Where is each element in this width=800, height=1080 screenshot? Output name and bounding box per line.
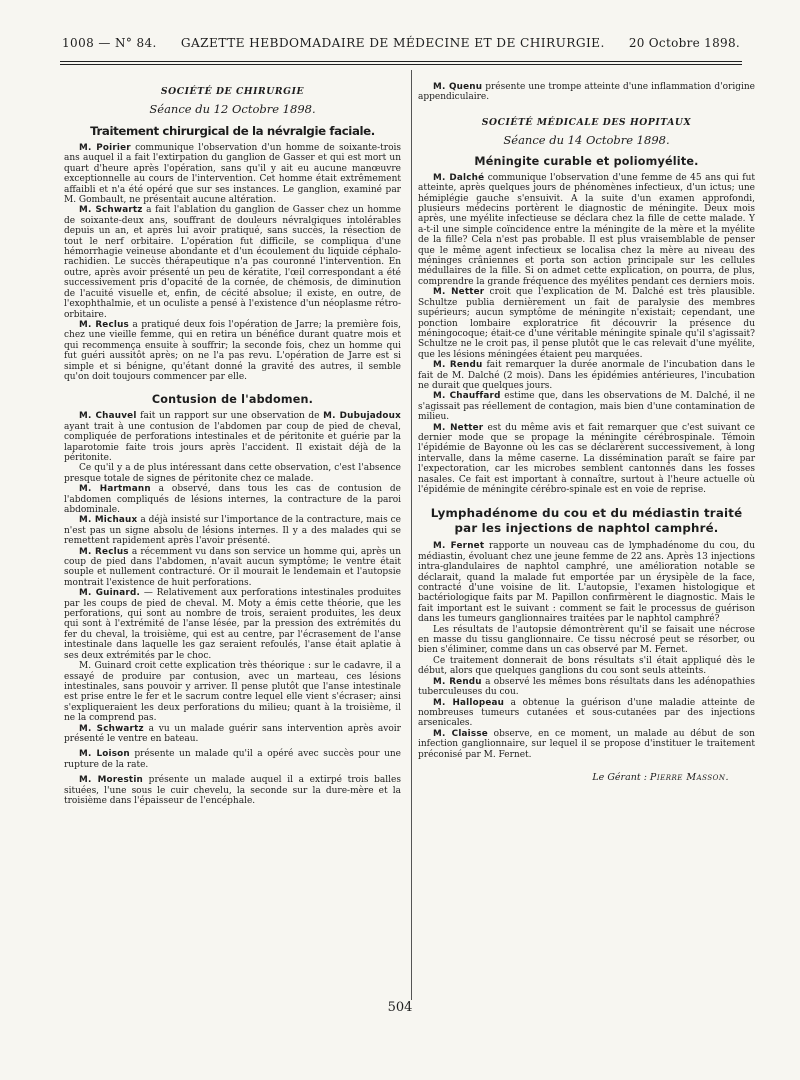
speaker-name: M. Dalché [433,172,485,183]
paragraph-text: a fait l'ablation du ganglion de Gasser chez un homme de soixante-deux ans, souffrant de douleurs névralgiques intolérables depuis un an, et après lui avoir pratiqué, sans succès, la résection de tout le nerf orbitaire. L'opération fut difficile, se compliqua d'une hémorrhagie veineuse abondante et d'un écoulement du liquide céphalo-rachidien. Le succès thérapeutique n'a pas couronné l'intervention. En outre, après avoir présenté un peu de kératite, l'œil correspondant a été successivement pris d'opacité de la cornée, de chémosis, de diminution de l'acuité visuelle et, enfin, de cécité absolue; il existe, en outre, de l'exophthalmie, et un oculiste a pensé à l'existence d'un néoplasme rétro-orbitaire. [64,205,401,320]
paragraph-text: a vu un malade guérir sans intervention après avoir présenté le ventre en bateau. [64,723,401,744]
column-divider [411,70,412,1000]
speaker-name: M. Reclus [79,319,129,330]
paragraph-text: a observé les mêmes bons résultats dans les adénopathies tuberculeuses du cou. [418,676,755,698]
society-heading: SOCIÉTÉ MÉDICALE DES HOPITAUX [481,116,692,128]
speaker-name: M. Chauffard [433,391,501,402]
paragraph-text: présente un malade auquel il a extirpé trois balles situées, l'une sous le cuir chevelu, la seconde sur la dure-mère et la troisième dans l'épaisseur de l'encéphale. [64,775,401,806]
paragraph [418,541,755,624]
paragraph-text: a déjà insisté sur l'importance de la contracture, mais ce n'est pas un signe absolu de lésions internes. Il y a des malades qui se remettent rapidement après l'avoir présenté. [64,515,402,547]
society-heading: SOCIÉTÉ DE CHIRURGIE [160,86,305,97]
paragraph [64,411,401,463]
speaker-name: M. Netter [433,287,485,298]
paragraph-text: fait un rapport sur une observation de [136,411,324,422]
article-title: Lymphadénome du cou et du médiastin traité par les injections de naphtol camphré. [430,506,743,536]
paragraph-text: observe, en ce moment, un malade au début de son infection ganglionnaire, sur lequel il se propose d'instituer le traitement préconisé par M. Fernet. [418,728,755,760]
paragraph [418,698,755,729]
paragraph: Les résultats de l'autopsie démontrèrent qu'il se faisait une nécrose en masse du tissu ganglionnaire. Ce tissu nécrosé peut se résorber, ou bien s'éliminer, comme dans un cas observé par M. Fernet. [418,624,755,656]
session-date: Séance du 14 Octobre 1898. [503,132,670,147]
speaker-name: M. Guinard. [79,588,140,599]
paragraph-text: communique l'observation d'un homme de soixante-trois ans auquel il a fait l'extirpation du ganglion de Gasser et qui est mort un quart d'heure après l'opération, sans qu'il y ait eu aucune manœuvre exceptionnelle au cours de l'intervention. Cet homme était extrêmement affaibli et n'a été opéré que sur ses instances. Le ganglion, examiné par M. Gombault, ne présentait aucune altération. [64,143,401,206]
paragraph-text: présente une trompe atteinte d'une inflammation d'origine appendiculaire. [418,82,755,103]
speaker-name: M. Reclus [79,546,129,557]
header-rule-top [60,61,742,62]
paragraph-text: a récemment vu dans son service un homme qui, après un coup de pied dans l'abdomen, n'avait aucun symptôme; le ventre était souple et nullement contracturé. Or il mourait le lendemain et l'autopsie montrait l'existence de huit perforations. [64,546,401,588]
issue-date: 20 Octobre 1898. [628,36,740,50]
journal-title: GAZETTE HEBDOMADAIRE DE MÉDECINE ET DE CHIRURGIE. [180,36,605,50]
paragraph-text: a pratiqué deux fois l'opération de Jarre; la première fois, chez une vieille femme, qui en retira un bénéfice durant quatre mois et qui recommença ensuite à souffrir; la seconde fois, chez un homme qui fut guéri aussitôt après; on ne l'a pas revu. L'opération de Jarre est si simple et si bénigne, qu'étant donné la gravité des autres, il semble qu'on doit toujours commencer par elle. [64,319,401,382]
running-header [62,36,740,58]
article-title: Traitement chirurgical de la névralgie faciale. [90,124,375,138]
speaker-name: M. Michaux [79,515,138,526]
paragraph-text: est du même avis et fait remarquer que c'est suivant ce dernier mode que se propage la méningite cérébrospinale. Témoin l'épidémie de Bayonne où les cas se déclarèrent successivement, à long intervalle, dans la même caserne. La dissémination paraît se faire par l'expectoration, car les microbes semblent cantonnés dans les fosses nasales. Ce fait est important à connaître, surtout à l'heure actuelle où l'épidémie de méningite cérébro-spinale est en voie de reprise. [418,422,755,495]
speaker-name: M. Chauvel [79,411,137,422]
speaker-name: M. Fernet [433,541,485,552]
speaker-name: M. Hallopeau [433,697,505,708]
paragraph-text: — Relativement aux perforations intestinales produites par les coups de pied de cheval. M. Moty a émis cette théorie, que les perforations, qui sont au nombre de trois, seraient produites, les deux qui sont à l'extrémité de l'anse lésée, par la pression des extrémités du fer du cheval, la troisième, qui est au centre, par l'écrasement de l'anse intestinale dans laquelle les gaz seraient refoulés, l'anse était aplatie à ses deux extrémités par le choc. [64,588,401,661]
paragraph [64,724,401,745]
paragraph-text: rapporte un nouveau cas de lymphadénome du cou, du médiastin, évoluant chez une jeune femme de 22 ans. Après 13 injections intra-glandulaires de naphtol camphré, une amélioration notable se déclarait, quand la malade fut emportée par un érysipèle de la face, contracté d'une voisine de lit. L'autopsie, l'examen histologique et bactériologique faits par M. Papillon confirmèrent le diagnostic. Mais le fait important est le suivant : comment se fait le processus de guérison dans les tumeurs ganglionnaires traitées par le naphtol camphré? [418,541,755,625]
speaker-name: M. Loison [79,749,130,760]
page-number: 504 [387,1000,413,1015]
paragraph [418,173,755,287]
paragraph [418,729,755,760]
speaker-name: M. Quenu [433,82,483,92]
page-reference: 1008 — N° 84. [62,36,157,50]
paragraph [64,484,401,515]
speaker-name: M. Dubujadoux [323,411,401,422]
paragraph [64,205,401,319]
paragraph-text: présente un malade qu'il a opéré avec succès pour une rupture de la rate. [64,749,401,770]
speaker-name: M. Poirier [79,143,131,153]
paragraph [418,391,755,422]
paragraph-text: communique l'observation d'une femme de 45 ans qui fut atteinte, après quelques jours de phénomènes infectieux, d'un ictus; une hémiplégie gauche s'ensuivit. A la suite d'un examen approfondi, plusieurs médecins portèrent le diagnostic de méningite. Deux mois après, une myélite infectieuse se déclara chez la fille de cette malade. Y a-t-il une simple coïncidence entre la méningite de la mère et la myélite de la fille? Cela n'est pas probable. Il est plus vraisemblable de penser que le même agent infectieux se localisa chez la mère au niveau des méninges crâniennes et porta son action principale sur les cellules médullaires de la fille. Si on admet cette explication, on pourra, de plus, comprendre la grande fréquence des myélites pendant ces derniers mois. [418,172,755,287]
gerant-name: Pierre Masson. [649,771,729,783]
right-column [418,72,755,783]
session-date: Séance du 12 Octobre 1898. [149,102,316,116]
paragraph [64,749,401,770]
article-title: Méningite curable et poliomyélite. [474,154,699,168]
paragraph-text: croit que l'explication de M. Dalché est très plausible. Schultze publia dernièrement un fait de paralysie des membres supérieurs; aucun symptôme de méningite n'existait; cependant, une ponction lombaire exploratrice fit découvrir la présence du méningocoque; était-ce d'une véritable méningite spinale qu'il s'agissait? Schultze ne le croit pas, il pense plutôt que le cas relevait d'une myélite, que les lésions méningées étaient peu marquées. [418,287,755,360]
gerant-label: Le Gérant : [592,771,650,783]
speaker-name: M. Rendu [433,676,482,687]
speaker-name: M. Claisse [433,728,488,739]
paragraph-text: fait remarquer la durée anormale de l'incubation dans le fait de M. Dalché (2 mois). Dans les épidémies antérieures, l'incubation ne durait que quelques jours. [418,360,755,391]
speaker-name: M. Netter [433,422,484,433]
paragraph [64,143,401,205]
paragraph [418,423,755,496]
paragraph [418,677,755,698]
paragraph-text: a obtenue la guérison d'une maladie atteinte de nombreuses tumeurs cutanées et sous-cutanées par des injections arsenicales. [418,697,755,729]
paragraph: Ce traitement donnerait de bons résultats s'il était appliqué dès le début, alors que quelques ganglions du cou sont seuls atteints. [418,655,755,677]
paragraph [64,588,401,661]
speaker-name: M. Schwartz [79,723,144,734]
left-column [64,72,401,806]
paragraph [418,287,755,360]
paragraph-text: estime que, dans les observations de M. Dalché, il ne s'agissait pas réellement de contagion, mais bien d'une contamination de milieu. [418,391,755,423]
paragraph: M. Guinard croit cette explication très théorique : sur le cadavre, il a essayé de produire par contusion, avec un marteau, ces lésions intestinales, sans pouvoir y arriver. Il pense plutôt que l'anse intestinale est prise entre le fer et le sacrum contre lequel elle vient s'écraser; ainsi s'expliqueraient les deux perforations du milieu; quant à la troisième, il ne la comprend pas. [64,661,401,724]
paragraph-text: ayant trait à une contusion de l'abdomen par coup de pied de cheval, compliquée de perforations intestinales et de péritonite et guérie par la laparotomie faite trois jours après l'accident. Il existait déjà de la péritonite. [64,421,401,463]
speaker-name: M. Schwartz [79,205,143,216]
header-rule-bottom [60,64,742,65]
paragraph [64,775,401,806]
publisher-signature [418,772,755,783]
paragraph-text: a observé, dans tous les cas de contusion de l'abdomen compliqués de lésions internes, la contracture de la paroi abdominale. [64,484,401,515]
paragraph [64,547,401,589]
paragraph [418,82,755,103]
paragraph: Ce qu'il y a de plus intéressant dans cette observation, c'est l'absence presque totale de signes de péritonite chez ce malade. [64,463,401,484]
speaker-name: M. Morestin [79,775,143,786]
speaker-name: M. Rendu [433,360,483,371]
paragraph [64,515,401,546]
speaker-name: M. Hartmann [79,484,151,495]
paragraph [64,320,401,382]
paragraph [418,360,755,391]
article-title: Contusion de l'abdomen. [151,393,314,407]
